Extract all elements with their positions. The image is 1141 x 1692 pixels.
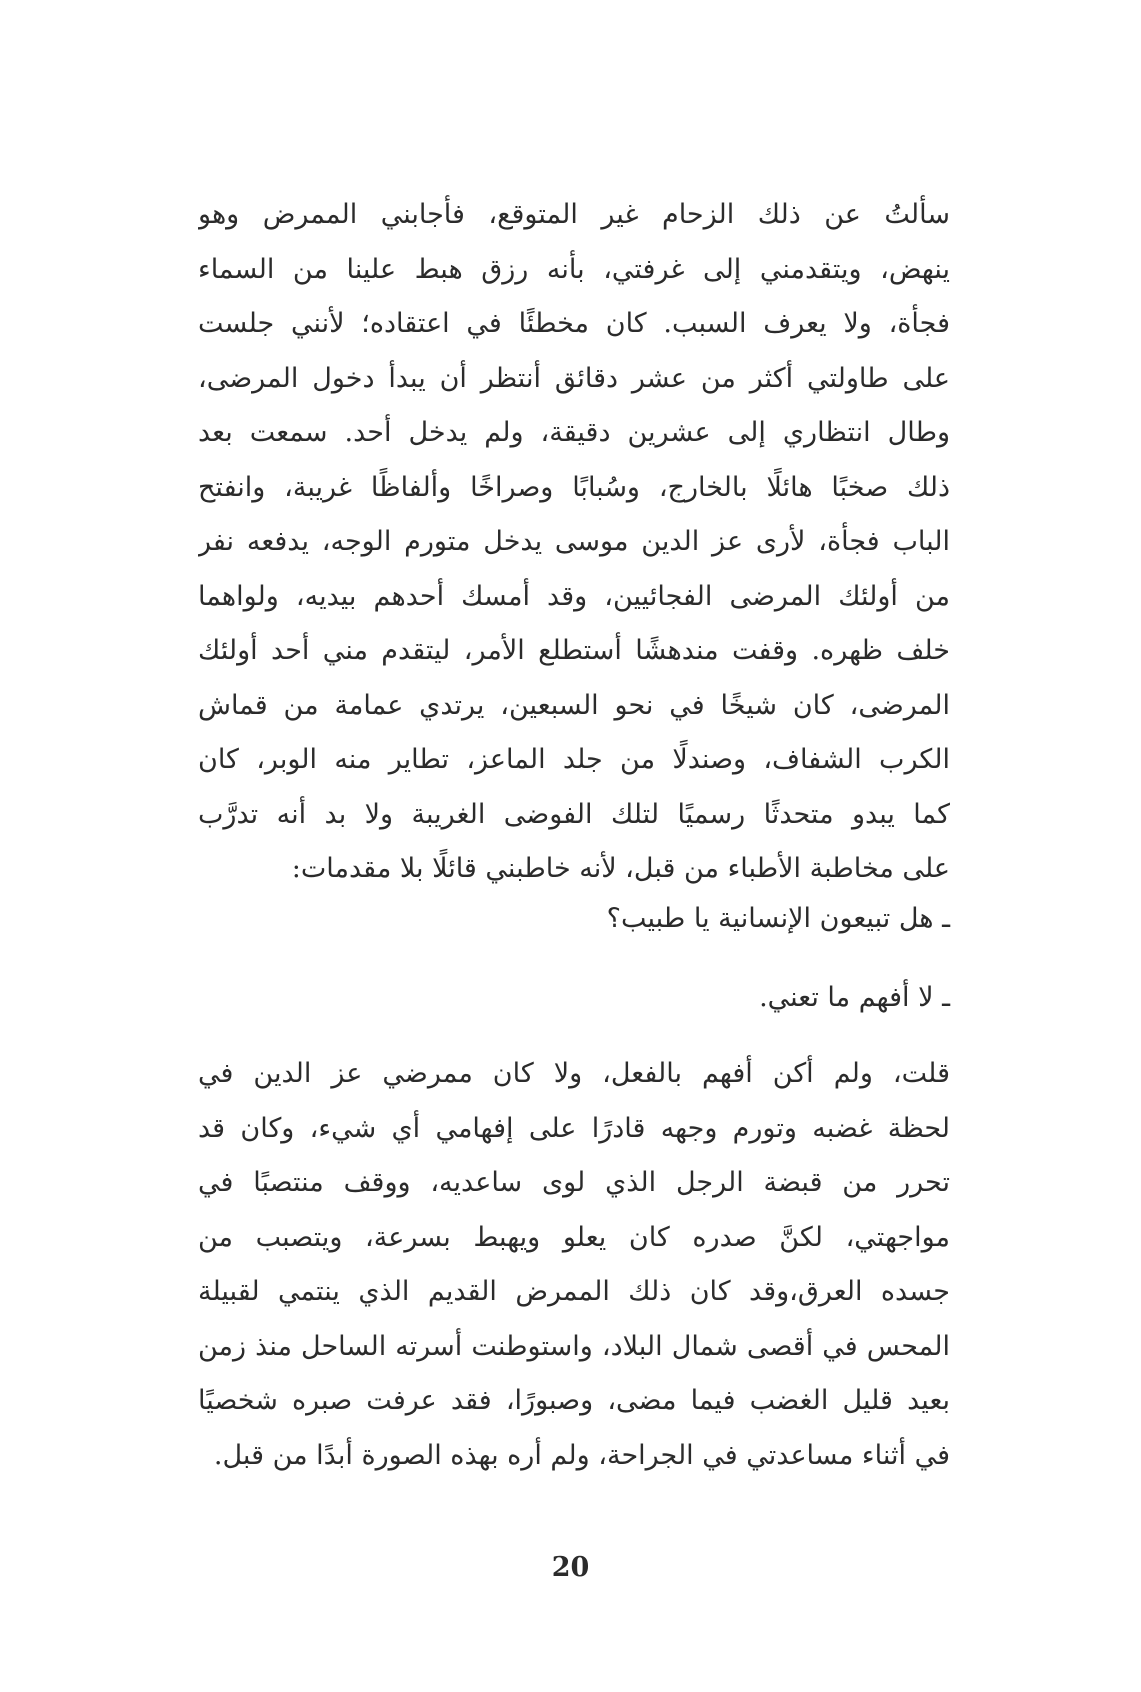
page-number: 20 bbox=[551, 1552, 590, 1583]
paragraph-line: مواجهتي، لكنَّ صدره كان يعلو ويهبط بسرعة، ويتصبب من bbox=[198, 1221, 950, 1253]
paragraph-1 bbox=[198, 188, 950, 897]
paragraph-line: على مخاطبة الأطباء من قبل، لأنه خاطبني قائلًا بلا مقدمات: bbox=[291, 853, 950, 884]
paragraph-line: ذلك صخبًا هائلًا بالخارج، وسُبابًا وصراخًا وألفاظًا غريبة، وانفتح bbox=[198, 471, 950, 503]
paragraph-line: من أولئك المرضى الفجائيين، وقد أمسك أحدهم بيديه، ولواهما bbox=[198, 580, 950, 612]
paragraph-line: المرضى، كان شيخًا في نحو السبعين، يرتدي عمامة من قماش bbox=[198, 689, 950, 721]
paragraph-line: وطال انتظاري إلى عشرين دقيقة، ولم يدخل أحد. سمعت بعد bbox=[198, 417, 950, 448]
paragraph-line: قلت، ولم أكن أفهم بالفعل، ولا كان ممرضي عز الدين في bbox=[198, 1058, 950, 1089]
paragraph-2 bbox=[198, 1047, 950, 1483]
paragraph-line: تحرر من قبضة الرجل الذي لوى ساعديه، ووقف منتصبًا في bbox=[198, 1167, 950, 1198]
paragraph-line: سألتُ عن ذلك الزحام غير المتوقع، فأجابني الممرض وهو bbox=[198, 199, 950, 230]
paragraph-line: الكرب الشفاف، وصندلًا من جلد الماعز، تطاير منه الوبر، كان bbox=[198, 744, 950, 775]
paragraph-line: كما يبدو متحدثًا رسميًا لتلك الفوضى الغريبة ولا بد أنه تدرَّب bbox=[198, 798, 950, 830]
paragraph-line: فجأة، ولا يعرف السبب. كان مخطئًا في اعتقاده؛ لأنني جلست bbox=[198, 308, 950, 339]
paragraph-line: في أثناء مساعدتي في الجراحة، ولم أره بهذه الصورة أبدًا من قبل. bbox=[213, 1439, 950, 1471]
paragraph-line: على طاولتي أكثر من عشر دقائق أنتظر أن يبدأ دخول المرضى، bbox=[198, 362, 950, 394]
paragraph-line: لحظة غضبه وتورم وجهه قادرًا على إفهامي أي شيء، وكان قد bbox=[198, 1112, 950, 1144]
paragraph-line: جسده العرق،وقد كان ذلك الممرض القديم الذي ينتمي لقبيلة bbox=[198, 1276, 950, 1307]
dialogue-line-answer: ـ لا أفهم ما تعني. bbox=[759, 982, 950, 1013]
paragraph-line: الباب فجأة، لأرى عز الدين موسى يدخل متورم الوجه، يدفعه نفر bbox=[198, 526, 950, 557]
paragraph-line: بعيد قليل الغضب فيما مضى، وصبورًا، فقد عرفت صبره شخصيًا bbox=[198, 1385, 950, 1416]
paragraph-line: ينهض، ويتقدمني إلى غرفتي، بأنه رزق هبط علينا من السماء bbox=[198, 253, 950, 285]
paragraph-line: المحس في أقصى شمال البلاد، واستوطنت أسرته الساحل منذ زمن bbox=[198, 1330, 950, 1362]
paragraph-line: خلف ظهره. وقفت مندهشًا أستطلع الأمر، ليتقدم مني أحد أولئك bbox=[198, 635, 950, 666]
dialogue-line-question: ـ هل تبيعون الإنسانية يا طبيب؟ bbox=[606, 903, 950, 934]
